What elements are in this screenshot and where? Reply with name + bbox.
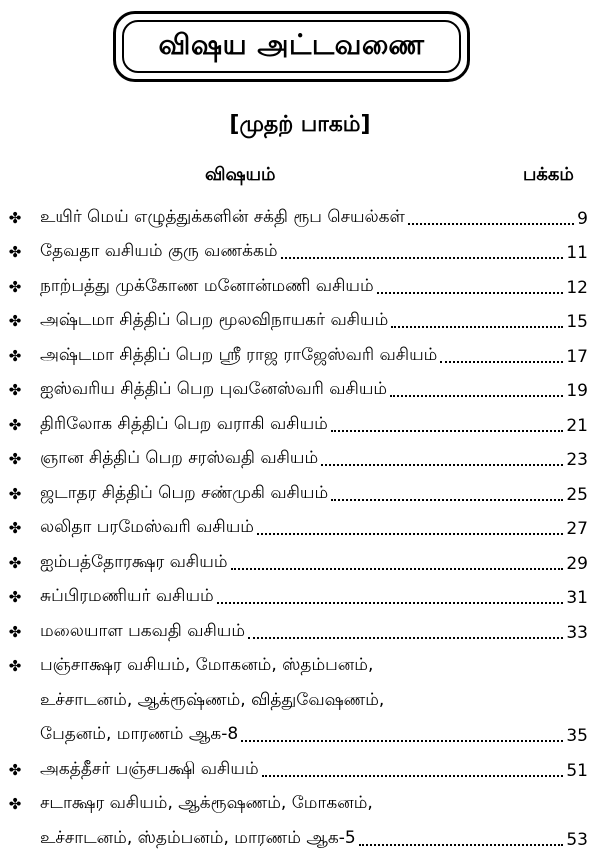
toc-entry <box>0 787 600 856</box>
toc-entry-text: உயிர் மெய் எழுத்துக்களின் சக்தி ரூப செயல்கள் <box>40 206 405 227</box>
toc-entry-text: ஐஸ்வரிய சித்திப் பெற புவனேஸ்வரி வசியம் <box>40 379 388 399</box>
toc-entry <box>0 545 600 580</box>
toc-page-number: 53 <box>566 829 588 850</box>
toc-entry-line <box>0 200 600 235</box>
toc-entry <box>0 269 600 304</box>
toc-entry <box>0 511 600 546</box>
toc-page-number: 15 <box>566 312 588 332</box>
toc-page-number: 25 <box>566 484 588 505</box>
toc-list <box>0 200 600 856</box>
toc-entry-text: அகத்தீசர் பஞ்சபக்ஷி வசியம் <box>40 758 259 779</box>
flower-bullet-icon: ✤ <box>8 588 22 606</box>
toc-entry-text: லலிதா பரமேஸ்வரி வசியம் <box>40 517 254 537</box>
toc-entry-line <box>0 821 600 856</box>
column-header-subject: விஷயம் <box>205 164 276 185</box>
toc-entry-text: சடாக்ஷர வசியம், ஆக்ரூஷணம், மோகனம், <box>40 793 373 813</box>
toc-entry <box>0 407 600 442</box>
flower-bullet-icon: ✤ <box>8 553 22 572</box>
dot-leader <box>241 740 563 742</box>
toc-page-number: 27 <box>566 519 588 539</box>
dot-leader <box>248 637 563 639</box>
title-inner-border <box>122 20 461 73</box>
dot-leader <box>391 326 563 328</box>
toc-entry <box>0 649 600 753</box>
toc-entry-text: ஜடாதர சித்திப் பெற சண்முகி வசியம் <box>40 482 329 503</box>
toc-entry-line <box>0 304 600 339</box>
toc-entry-text: பேதனம், மாரணம் ஆக-8 <box>40 724 239 744</box>
toc-entry-line <box>0 338 600 373</box>
flower-bullet-icon: ✤ <box>8 519 22 537</box>
toc-entry <box>0 235 600 270</box>
toc-entry <box>0 476 600 511</box>
part-subtitle: [முதற் பாகம்] <box>229 112 371 137</box>
toc-entry <box>0 304 600 339</box>
toc-page-number: 12 <box>566 277 588 298</box>
toc-entry <box>0 373 600 408</box>
toc-entry-text: மலையாள பகவதி வசியம் <box>40 620 246 641</box>
toc-entry-text: உச்சாடனம், ஸ்தம்பனம், மாரணம் ஆக-5 <box>40 827 356 848</box>
toc-entry-text: அஷ்டமா சித்திப் பெற மூலவிநாயகர் வசியம் <box>40 310 389 330</box>
toc-page-number: 23 <box>566 450 588 470</box>
toc-entry-line <box>0 442 600 477</box>
dot-leader <box>321 464 563 466</box>
flower-bullet-icon: ✤ <box>8 312 22 330</box>
flower-bullet-icon: ✤ <box>8 622 22 641</box>
flower-bullet-icon: ✤ <box>8 795 22 813</box>
toc-entry-line <box>0 787 600 822</box>
toc-entry-text: பஞ்சாக்ஷர வசியம், மோகனம், ஸ்தம்பனம், <box>40 655 374 675</box>
flower-bullet-icon: ✤ <box>8 346 22 365</box>
toc-entry-line <box>0 269 600 304</box>
toc-entry-line <box>0 683 600 718</box>
toc-entry-text: சுப்பிரமணியர் வசியம் <box>40 586 214 606</box>
toc-page-number: 29 <box>566 553 588 574</box>
dot-leader <box>331 430 564 432</box>
flower-bullet-icon: ✤ <box>8 657 22 675</box>
dot-leader <box>390 395 563 397</box>
dot-leader <box>262 775 564 777</box>
toc-entry-line <box>0 545 600 580</box>
toc-entry-line <box>0 580 600 615</box>
flower-bullet-icon: ✤ <box>8 760 22 779</box>
dot-leader <box>231 568 564 570</box>
toc-page-number: 11 <box>566 243 588 263</box>
toc-entry-text: தேவதா வசியம் குரு வணக்கம் <box>40 241 278 261</box>
dot-leader <box>377 292 564 294</box>
flower-bullet-icon: ✤ <box>8 381 22 399</box>
toc-entry <box>0 580 600 615</box>
toc-page-number: 31 <box>566 588 588 608</box>
toc-entry-line <box>0 476 600 511</box>
column-header-page: பக்கம் <box>523 164 574 185</box>
dot-leader <box>281 257 564 259</box>
toc-page-number: 17 <box>566 346 588 367</box>
toc-entry-text: நாற்பத்து முக்கோண மனோன்மணி வசியம் <box>40 275 374 296</box>
toc-page-number: 19 <box>566 381 588 401</box>
title-frame <box>113 11 470 82</box>
dot-leader <box>331 499 563 501</box>
dot-leader <box>217 602 564 604</box>
toc-entry-line <box>0 614 600 649</box>
toc-entry-line <box>0 752 600 787</box>
toc-entry <box>0 338 600 373</box>
toc-entry-text: திரிலோக சித்திப் பெற வராகி வசியம் <box>40 413 328 434</box>
toc-entry-text: உச்சாடனம், ஆக்ரூஷ்ணம், வித்துவேஷணம், <box>40 689 385 710</box>
toc-entry-line <box>0 511 600 546</box>
page-title: விஷய அட்டவணை <box>158 28 425 61</box>
toc-entry <box>0 200 600 235</box>
toc-entry-text: ஐம்பத்தோரக்ஷர வசியம் <box>40 551 228 572</box>
toc-entry <box>0 614 600 649</box>
toc-page-number: 33 <box>566 622 588 643</box>
dot-leader <box>440 361 563 363</box>
dot-leader <box>408 223 574 225</box>
flower-bullet-icon: ✤ <box>8 484 22 503</box>
flower-bullet-icon: ✤ <box>8 243 22 261</box>
dot-leader <box>359 844 564 846</box>
toc-page-number: 9 <box>577 208 588 229</box>
toc-entry-line <box>0 235 600 270</box>
toc-page-number: 35 <box>566 726 588 746</box>
toc-entry <box>0 442 600 477</box>
flower-bullet-icon: ✤ <box>8 415 22 434</box>
toc-entry-line <box>0 718 600 753</box>
flower-bullet-icon: ✤ <box>8 450 22 468</box>
flower-bullet-icon: ✤ <box>8 208 22 227</box>
toc-page-number: 21 <box>566 415 588 436</box>
toc-entry-line <box>0 407 600 442</box>
toc-entry-text: அஷ்டமா சித்திப் பெற ஸ்ரீ ராஜ ராஜேஸ்வரி வசியம் <box>40 344 438 365</box>
toc-entry-line <box>0 649 600 684</box>
toc-page-number: 51 <box>566 760 588 781</box>
toc-entry <box>0 752 600 787</box>
flower-bullet-icon: ✤ <box>8 277 22 296</box>
toc-entry-line <box>0 373 600 408</box>
dot-leader <box>257 533 563 535</box>
toc-entry-text: ஞான சித்திப் பெற சரஸ்வதி வசியம் <box>40 448 319 468</box>
